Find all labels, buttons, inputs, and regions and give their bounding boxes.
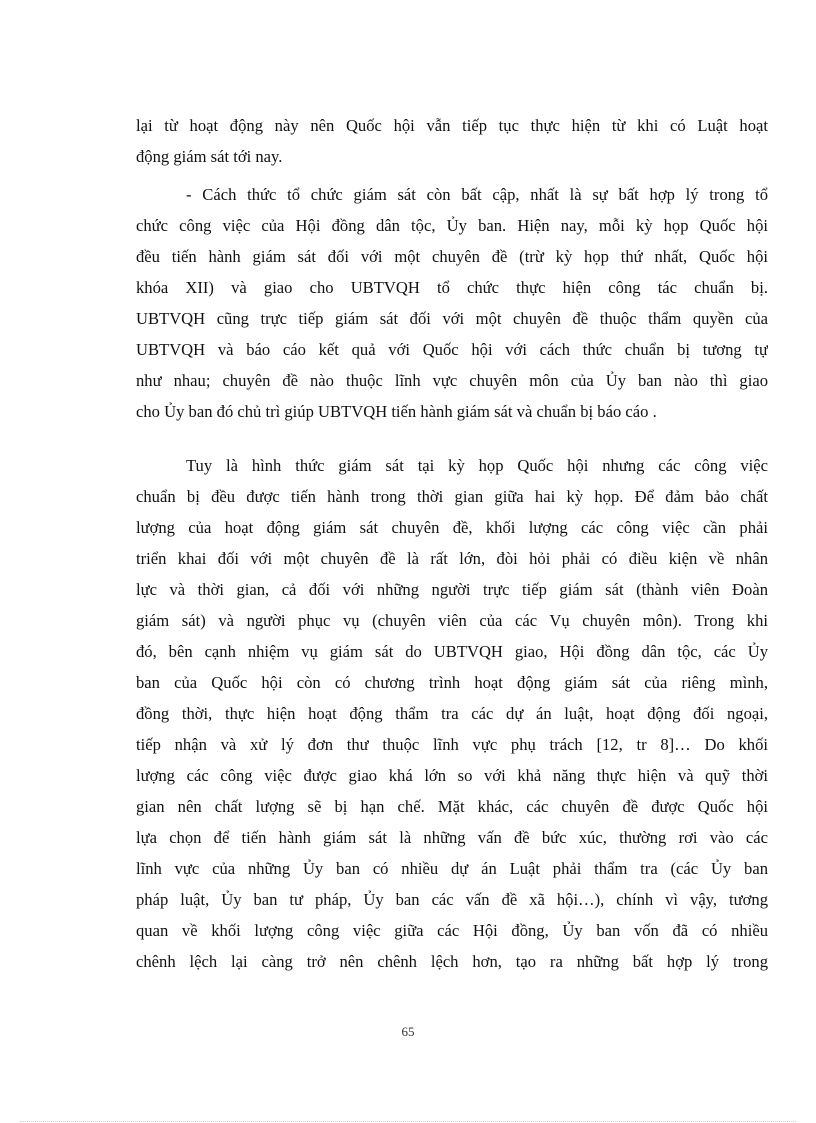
paragraph-line: đó, bên cạnh nhiệm vụ giám sát do UBTVQH giao, Hội đồng dân tộc, các Ủy [136,642,768,661]
paragraph-line: cho Ủy ban đó chủ trì giúp UBTVQH tiến hành giám sát và chuẩn bị báo cáo . [136,402,657,421]
paragraph-line: pháp luật, Ủy ban tư pháp, Ủy ban các vấn đề xã hội…), chính vì vậy, tương [136,890,768,909]
paragraph-line: tiếp nhận và xử lý đơn thư thuộc lĩnh vực phụ trách [12, tr 8]… Do khối [136,735,768,754]
paragraph-2 [136,179,768,427]
paragraph-line: đều tiến hành giám sát đối với một chuyên đề (trừ kỳ họp thứ nhất, Quốc hội [136,247,768,266]
paragraph-line: lại từ hoạt động này nên Quốc hội vẫn tiếp tục thực hiện từ khi có Luật hoạt [136,116,768,135]
paragraph-line: giám sát) và người phục vụ (chuyên viên của các Vụ chuyên môn). Trong khi [136,611,768,630]
paragraph-line: Tuy là hình thức giám sát tại kỳ họp Quốc hội nhưng các công việc [186,456,768,475]
paragraph-line: động giám sát tới nay. [136,147,283,166]
paragraph-line: - Cách thức tổ chức giám sát còn bất cập, nhất là sự bất hợp lý trong tổ [186,185,768,204]
paragraph-line: lượng của hoạt động giám sát chuyên đề, khối lượng các công việc cần phải [136,518,768,537]
paragraph-line: chuẩn bị đều được tiến hành trong thời gian giữa hai kỳ họp. Để đảm bảo chất [136,487,768,506]
paragraph-line: đồng thời, thực hiện hoạt động thẩm tra các dự án luật, hoạt động đối ngoại, [136,704,768,723]
paragraph-3 [136,450,768,977]
paragraph-line: lượng các công việc được giao khá lớn so với khả năng thực hiện và quỹ thời [136,766,768,785]
paragraph-line: lựa chọn để tiến hành giám sát là những vấn đề bức xúc, thường rơi vào các [136,828,768,847]
paragraph-line: lực và thời gian, cả đối với những người trực tiếp giám sát (thành viên Đoàn [136,580,768,599]
paragraph-line: ban của Quốc hội còn có chương trình hoạt động giám sát của riêng mình, [136,673,768,692]
paragraph-line: như nhau; chuyên đề nào thuộc lĩnh vực chuyên môn của Ủy ban nào thì giao [136,371,768,390]
paragraph-line: chức công việc của Hội đồng dân tộc, Ủy ban. Hiện nay, mỗi kỳ họp Quốc hội [136,216,768,235]
paragraph-line: chênh lệch lại càng trở nên chênh lệch hơn, tạo ra những bất hợp lý trong [136,952,768,971]
paragraph-line: lĩnh vực của những Ủy ban có nhiều dự án Luật phải thẩm tra (các Ủy ban [136,859,768,878]
paragraph-1 [136,110,768,172]
paragraph-line: quan về khối lượng công việc giữa các Hội đồng, Ủy ban vốn đã có nhiều [136,921,768,940]
page-bottom-divider [20,1121,796,1122]
page-number: 65 [401,1024,415,1039]
paragraph-line: khóa XII) và giao cho UBTVQH tổ chức thực hiện công tác chuẩn bị. [136,278,768,297]
paragraph-line: UBTVQH cũng trực tiếp giám sát đối với một chuyên đề thuộc thẩm quyền của [136,309,768,328]
paragraph-line: triển khai đối với một chuyên đề là rất lớn, đòi hỏi phải có điều kiện về nhân [136,549,768,568]
paragraph-line: gian nên chất lượng sẽ bị hạn chế. Mặt khác, các chuyên đề được Quốc hội [136,797,768,816]
paragraph-line: UBTVQH và báo cáo kết quả với Quốc hội với cách thức chuẩn bị tương tự [136,340,768,359]
